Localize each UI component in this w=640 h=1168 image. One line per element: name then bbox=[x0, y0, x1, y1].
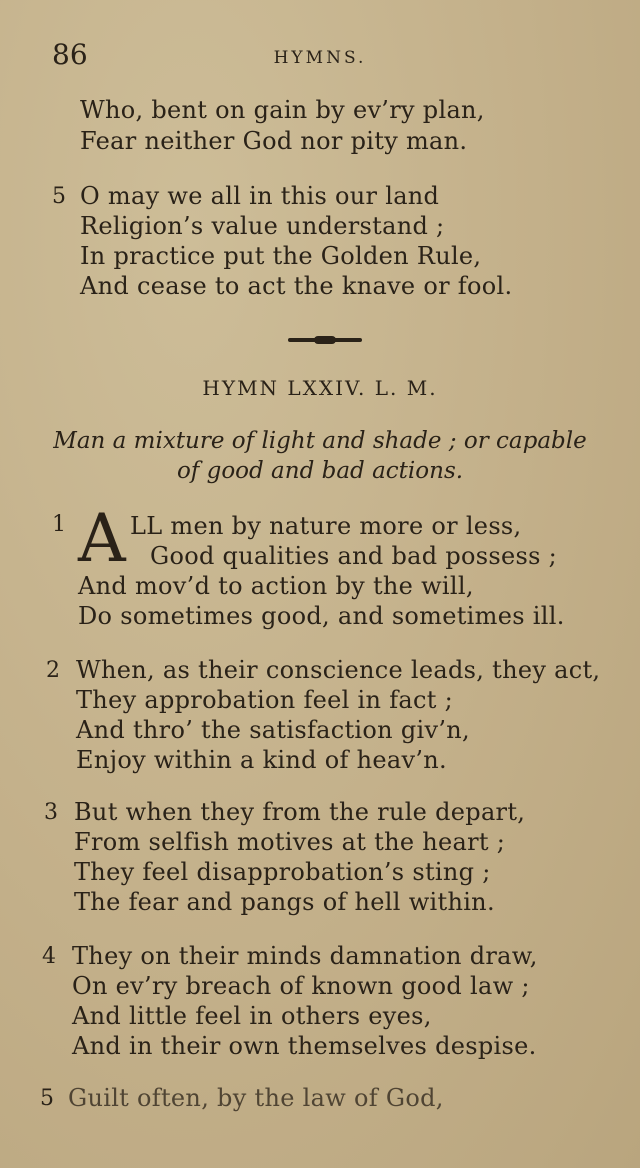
verse-line: Religion’s value understand ; bbox=[80, 212, 445, 240]
verse-line: And thro’ the satisfaction giv’n, bbox=[76, 716, 470, 744]
continuation-line: Who, bent on gain by ev’ry plan, bbox=[80, 96, 485, 124]
verse-line: Good qualities and bad possess ; bbox=[150, 542, 558, 570]
verse-line: Do sometimes good, and sometimes ill. bbox=[78, 602, 565, 630]
drop-cap: A bbox=[78, 500, 126, 577]
verse-line: And in their own themselves despise. bbox=[72, 1032, 537, 1060]
verse-line: They feel disapprobation’s sting ; bbox=[74, 858, 491, 886]
verse-line: Enjoy within a kind of heav’n. bbox=[76, 746, 447, 774]
verse-line: And little feel in others eyes, bbox=[72, 1002, 432, 1030]
verse-line: And cease to act the knave or fool. bbox=[80, 272, 513, 300]
running-head: HYMNS. bbox=[273, 48, 367, 68]
hymn-subtitle: of good and bad actions. bbox=[176, 458, 464, 484]
stanza-number: 2 bbox=[46, 658, 60, 683]
verse-line: They approbation feel in fact ; bbox=[76, 686, 453, 714]
page-header bbox=[0, 38, 640, 78]
stanza-number: 5 bbox=[52, 184, 66, 209]
hymn-title: HYMN LXXIV. L. M. bbox=[202, 376, 438, 400]
verse-line: But when they from the rule depart, bbox=[74, 798, 526, 826]
stanza-number: 5 bbox=[40, 1086, 54, 1111]
hymn-subtitle: Man a mixture of light and shade ; or capable bbox=[53, 428, 587, 454]
verse-line: They on their minds damnation draw, bbox=[72, 942, 538, 970]
verse-line: And mov’d to action by the will, bbox=[78, 572, 474, 600]
verse-line: Guilt often, by the law of God, bbox=[68, 1084, 444, 1112]
verse-line: When, as their conscience leads, they act, bbox=[76, 656, 601, 684]
verse-line: O may we all in this our land bbox=[80, 182, 440, 210]
verse-line: The fear and pangs of hell within. bbox=[74, 888, 495, 916]
page-number: 86 bbox=[52, 38, 88, 71]
verse-line: LL men by nature more or less, bbox=[130, 512, 522, 540]
continuation-line: Fear neither God nor pity man. bbox=[80, 127, 468, 155]
stanza-number: 3 bbox=[44, 800, 58, 825]
verse-line: On ev’ry breach of known good law ; bbox=[72, 972, 530, 1000]
stanza-number: 4 bbox=[42, 944, 56, 969]
verse-line: In practice put the Golden Rule, bbox=[80, 242, 482, 270]
verse-line: From selfish motives at the heart ; bbox=[74, 828, 506, 856]
stanza-number: 1 bbox=[52, 512, 66, 537]
section-divider bbox=[288, 338, 362, 342]
